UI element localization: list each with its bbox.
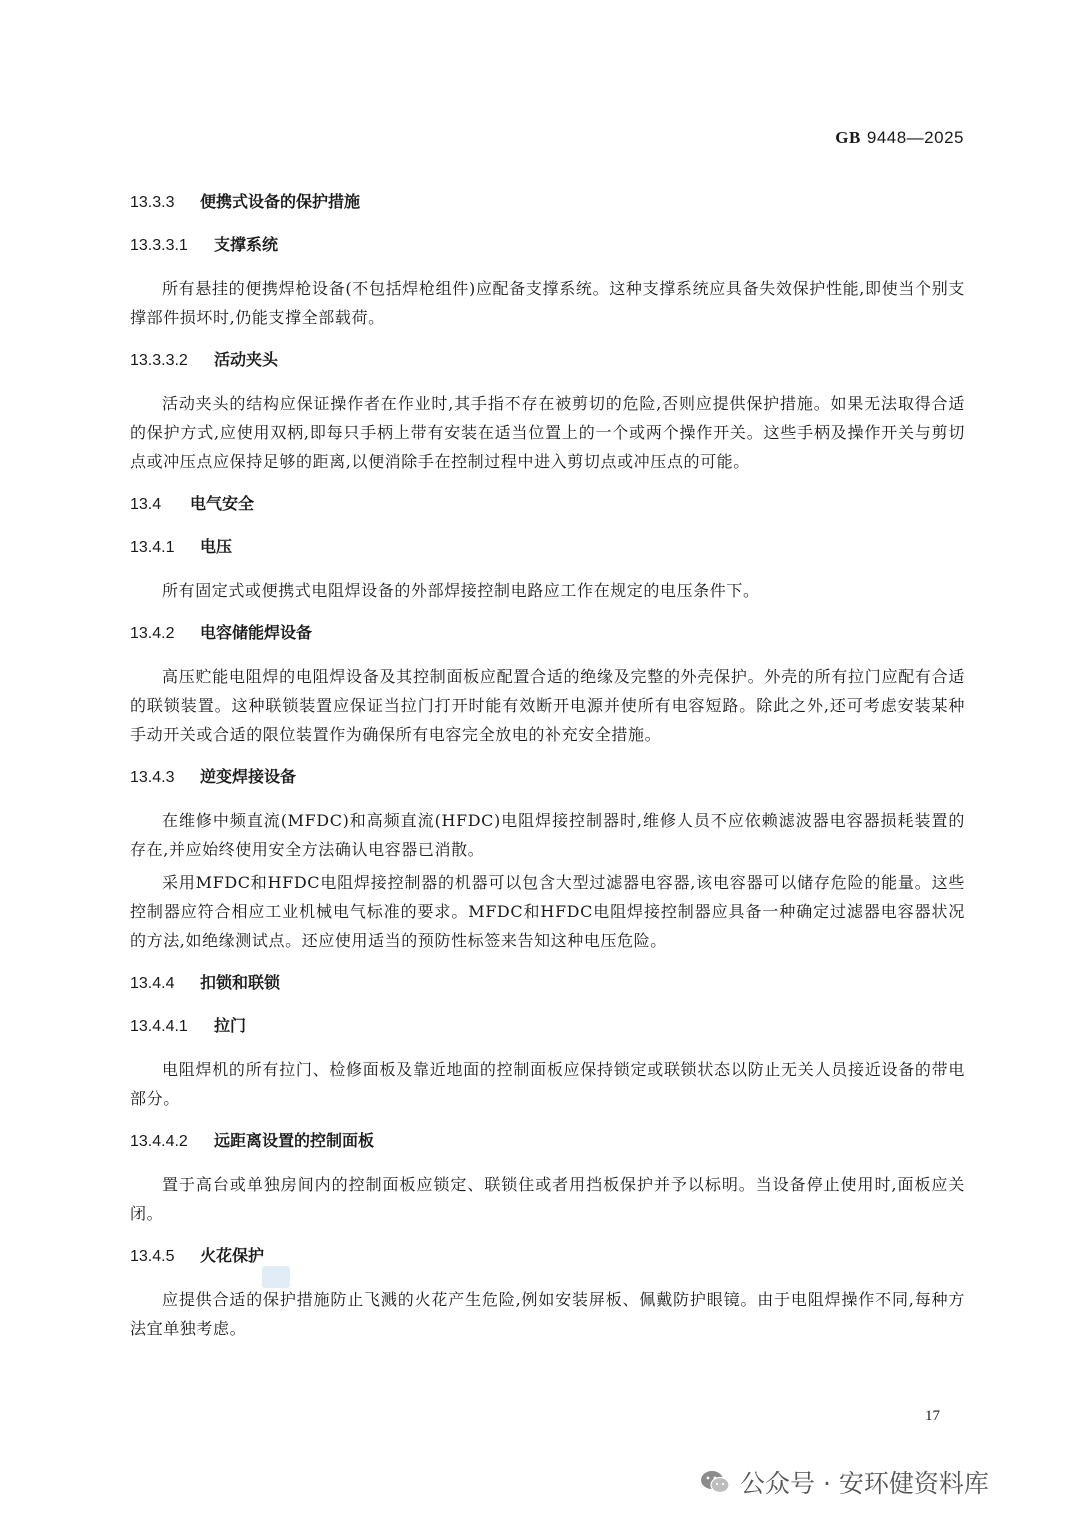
paragraph: 所有悬挂的便携焊枪设备(不包括焊枪组件)应配备支撑系统。这种支撑系统应具备失效保护性能,即使当个别支撑部件损坏时,仍能支撑全部载荷。	[130, 279, 965, 327]
faint-stamp-mark	[262, 1266, 290, 1288]
section-heading: 13.3.3.1 支撑系统	[130, 235, 279, 254]
standard-prefix: GB	[835, 128, 861, 147]
section-heading: 13.4.1 电压	[130, 537, 233, 556]
page-number: 17	[925, 1408, 940, 1424]
wechat-icon	[700, 1469, 730, 1495]
watermark	[700, 1462, 989, 1502]
section-heading: 13.4.5 火花保护	[130, 1246, 265, 1265]
standard-code	[835, 128, 964, 148]
section-heading: 13.3.3 便携式设备的保护措施	[130, 192, 361, 211]
section-heading: 13.4.4.1 拉门	[130, 1016, 247, 1035]
paragraph: 采用MFDC和HFDC电阻焊接控制器的机器可以包含大型过滤器电容器,该电容器可以储存危险的能量。这些控制器应符合相应工业机械电气标准的要求。MFDC和HFDC电阻焊接控制器应具备一种确定过滤器电容器状况的方法,如绝缘测试点。还应使用适当的预防性标签来告知这种电压危险。	[130, 873, 965, 950]
paragraph: 电阻焊机的所有拉门、检修面板及靠近地面的控制面板应保持锁定或联锁状态以防止无关人员接近设备的带电部分。	[130, 1060, 965, 1108]
watermark-text: 公众号 · 安环健资料库	[740, 1469, 989, 1498]
section-heading: 13.4.4 扣锁和联锁	[130, 973, 281, 992]
document-body	[130, 188, 965, 1357]
section-heading: 13.4.4.2 远距离设置的控制面板	[130, 1131, 375, 1150]
paragraph: 在维修中频直流(MFDC)和高频直流(HFDC)电阻焊接控制器时,维修人员不应依赖滤波器电容器损耗装置的存在,并应始终使用安全方法确认电容器已消散。	[130, 811, 965, 859]
section-heading: 13.4.3 逆变焊接设备	[130, 767, 297, 786]
section-heading: 13.3.3.2 活动夹头	[130, 350, 279, 369]
paragraph: 高压贮能电阻焊的电阻焊设备及其控制面板应配置合适的绝缘及完整的外壳保护。外壳的所有拉门应配有合适的联锁装置。这种联锁装置应保证当拉门打开时能有效断开电源并使所有电容短路。除此之外,还可考虑安装某种手动开关或合适的限位装置作为确保所有电容完全放电的补充安全措施。	[130, 667, 965, 744]
paragraph: 活动夹头的结构应保证操作者在作业时,其手指不存在被剪切的危险,否则应提供保护措施。如果无法取得合适的保护方式,应使用双柄,即每只手柄上带有安装在适当位置上的一个或两个操作开关。这些手柄及操作开关与剪切点或冲压点应保持足够的距离,以便消除手在控制过程中进入剪切点或冲压点的可能。	[130, 394, 965, 471]
paragraph: 所有固定式或便携式电阻焊设备的外部焊接控制电路应工作在规定的电压条件下。	[162, 581, 760, 600]
paragraph: 应提供合适的保护措施防止飞溅的火花产生危险,例如安装屏板、佩戴防护眼镜。由于电阻焊操作不同,每种方法宜单独考虑。	[130, 1290, 965, 1338]
section-heading: 13.4.2 电容储能焊设备	[130, 623, 313, 642]
standard-number: 9448—2025	[866, 128, 964, 147]
section-heading: 13.4 电气安全	[130, 494, 255, 513]
paragraph: 置于高台或单独房间内的控制面板应锁定、联锁住或者用挡板保护并予以标明。当设备停止使用时,面板应关闭。	[130, 1175, 965, 1223]
